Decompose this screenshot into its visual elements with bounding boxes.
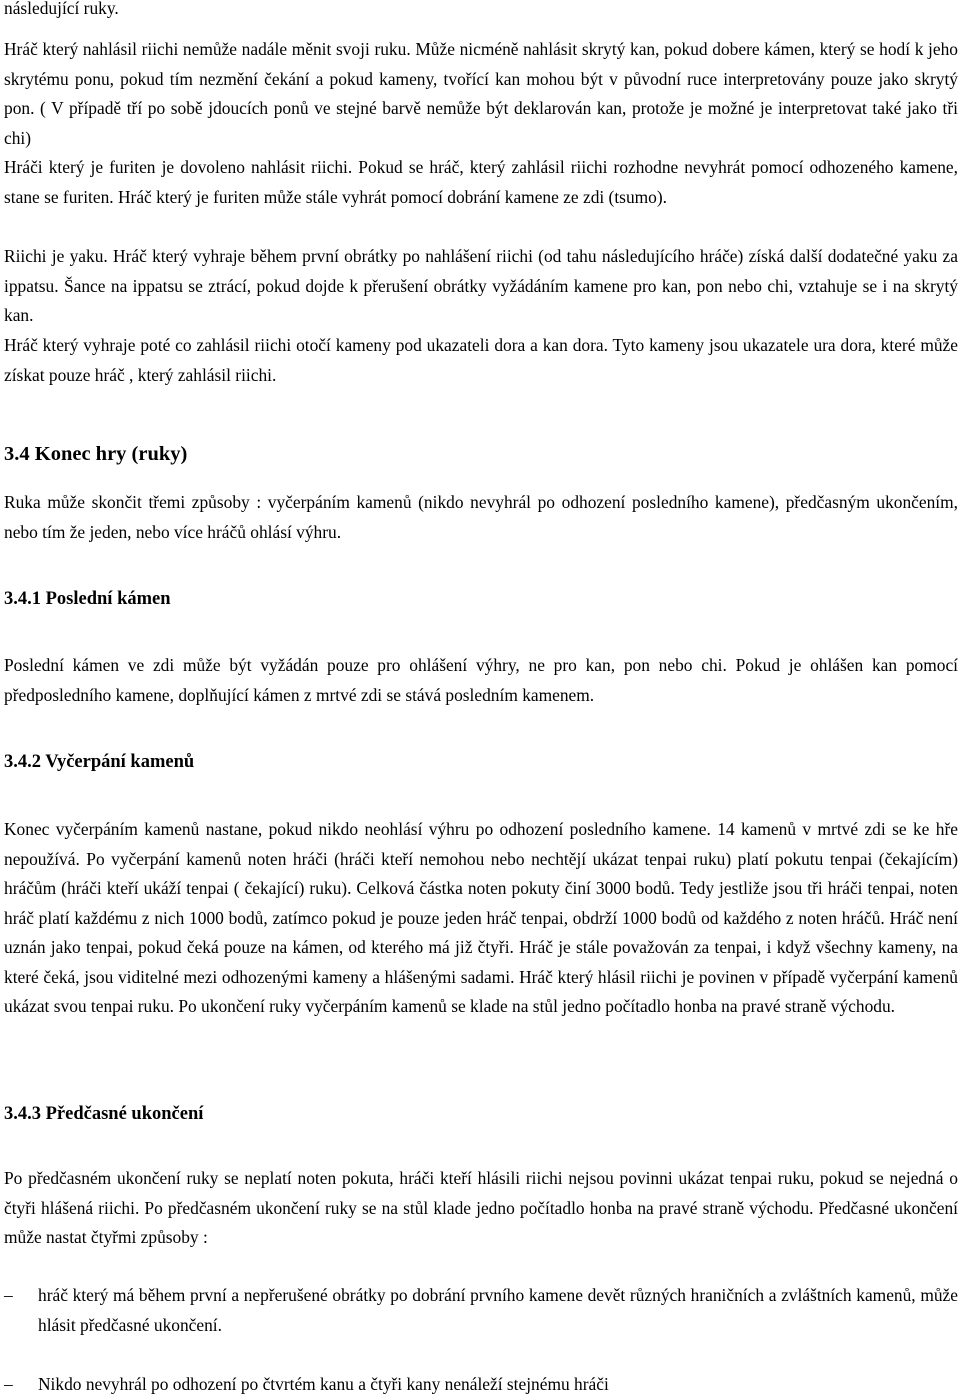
- list-item-text: Nikdo nevyhrál po odhození po čtvrtém kanu a čtyři kany nenáleží stejnému hráči: [38, 1374, 609, 1394]
- paragraph-last-tile: Poslední kámen ve zdi může být vyžádán pouze pro ohlášení výhry, ne pro kan, pon nebo chi. Pokud je ohlášen kan pomocí předposledního kamene, doplňující kámen z mrtvé zdi se stává posledním kamenem.: [4, 655, 958, 705]
- paragraph-exhaustion: Konec vyčerpáním kamenů nastane, pokud nikdo neohlásí výhru po odhození posledního kamene. 14 kamenů v mrtvé zdi se ke hře nepoužívá. Po vyčerpání kamenů noten hráči (hráči kteří nemohou nebo nechtějí ukázat tenpai ruku) platí pokutu tenpai (čekajícím) hráčům (hráči kteří ukáží tenpai ( čekající) ruku). Celková částka noten pokuty činí 3000 bodů. Tedy jestliže jsou tři hráči tenpai, noten hráč platí každému z nich 1000 bodů, zatímco pokud je pouze jeden hráč tenpai, obdrží 1000 bodů od každého z noten hráčů. Hráč není uznán jako tenpai, pokud čeká pouze na kámen, od kterého má již čtyři. Hráč je stále považován za tenpai, i když všechny kameny, na které čeká, jsou viditelné mezi odhozenými kameny a hlášenými sadami. Hráč který hlásil riichi je povinen v případě vyčerpání kamenů ukázat svou tenpai ruku. Po ukončení ruky vyčerpáním kamenů se klade na stůl jedno počítadlo honba na pravé straně východu.: [4, 819, 958, 1016]
- list-item-text: hráč který má během první a nepřerušené obrátky po dobrání prvního kamene devět různých hraničních a zvláštních kamenů, může hlásit předčasné ukončení.: [38, 1285, 958, 1335]
- paragraph-abortive-draw: Po předčasném ukončení ruky se neplatí noten pokuta, hráči kteří hlásili riichi nejsou povinni ukázat tenpai ruku, pokud se nejedná o čtyři hlášená riichi. Po předčasném ukončení ruky se na stůl klade jedno počítadlo honba na pravé straně východu. Předčasné ukončení může nastat čtyřmi způsoby :: [4, 1168, 958, 1247]
- heading-3-4-3: 3.4.3 Předčasné ukončení: [4, 1104, 204, 1124]
- list-item: [4, 1370, 958, 1400]
- paragraph-ura-dora: Hráč který vyhraje poté co zahlásil riichi otočí kameny pod ukazateli dora a kan dora. Tyto kameny jsou ukazatele ura dora, které může získat pouze hráč , který zahlásil riichi.: [4, 335, 958, 385]
- paragraph-continuation: následující ruky.: [4, 0, 119, 18]
- heading-3-4-2: 3.4.2 Vyčerpání kamenů: [4, 752, 195, 772]
- list-item: [4, 1281, 958, 1340]
- heading-3-4: 3.4 Konec hry (ruky): [4, 443, 188, 465]
- paragraph-furiten: Hráči který je furiten je dovoleno nahlásit riichi. Pokud se hráč, který zahlásil riichi rozhodne nevyhrát pomocí odhozeného kamene, stane se furiten. Hráč který je furiten může stále vyhrát pomocí dobrání kamene ze zdi (tsumo).: [4, 157, 958, 207]
- paragraph-ippatsu: Riichi je yaku. Hráč který vyhraje během první obrátky po nahlášení riichi (od tahu následujícího hráče) získá další dodatečné yaku za ippatsu. Šance na ippatsu se ztrácí, pokud dojde k přerušení obrátky vyžádáním kamene pro kan, pon nebo chi, vztahuje se i na skrytý kan.: [4, 246, 958, 325]
- paragraph-hand-end: Ruka může skončit třemi způsoby : vyčerpáním kamenů (nikdo nevyhrál po odhození posledního kamene), předčasným ukončením, nebo tím že jeden, nebo více hráčů ohlásí výhru.: [4, 492, 958, 542]
- dash-bullet: –: [4, 1285, 13, 1305]
- paragraph-riichi-kan: Hráč který nahlásil riichi nemůže nadále měnit svoji ruku. Může nicméně nahlásit skrytý kan, pokud dobere kámen, který se hodí k jeho skrytému ponu, pokud tím nezmění čekání a pokud kameny, tvořící kan mohou být v původní ruce interpretovány pouze jako skrytý pon. ( V případě tří po sobě jdoucích ponů ve stejné barvě nemůže být deklarován kan, protože je možné je interpretovat také jako tři chi): [4, 39, 958, 148]
- dash-bullet: –: [4, 1374, 13, 1394]
- heading-3-4-1: 3.4.1 Poslední kámen: [4, 589, 171, 609]
